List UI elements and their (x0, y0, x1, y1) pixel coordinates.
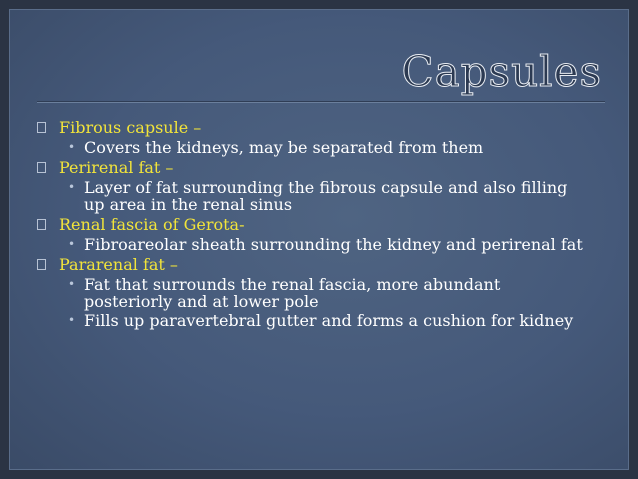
square-bullet-icon (37, 219, 46, 230)
heading-bullet (37, 215, 592, 235)
bullet-list (37, 118, 592, 331)
heading-text: Fibrous capsule – (59, 118, 202, 137)
sub-text: Fibroareolar sheath surrounding the kidney and perirenal fat (84, 235, 583, 254)
sub-list (37, 139, 592, 156)
slide-title: Capsules (401, 47, 602, 96)
heading-bullet (37, 158, 592, 178)
sub-text: Fills up paravertebral gutter and forms a cushion for kidney (84, 311, 574, 330)
list-item (37, 158, 592, 213)
sub-list (37, 276, 592, 329)
sub-text: Covers the kidneys, may be separated from them (84, 138, 484, 157)
sub-bullet (37, 276, 592, 310)
sub-bullet (37, 312, 592, 329)
heading-text: Renal fascia of Gerota- (59, 215, 245, 234)
heading-text: Perirenal fat – (59, 158, 174, 177)
list-item (37, 118, 592, 156)
list-item (37, 215, 592, 253)
square-bullet-icon (37, 122, 46, 133)
sub-bullet (37, 179, 592, 213)
dot-bullet-icon: • (68, 313, 76, 327)
dot-bullet-icon: • (68, 180, 76, 194)
square-bullet-icon (37, 259, 46, 270)
dot-bullet-icon: • (68, 140, 76, 154)
dot-bullet-icon: • (68, 277, 76, 291)
sub-bullet (37, 236, 592, 253)
sub-list (37, 179, 592, 213)
heading-text: Pararenal fat – (59, 255, 178, 274)
title-divider (37, 101, 605, 102)
square-bullet-icon (37, 162, 46, 173)
sub-text: Layer of fat surrounding the fibrous capsule and also filling up area in the renal sinus (84, 178, 568, 214)
sub-bullet (37, 139, 592, 156)
list-item (37, 255, 592, 329)
sub-list (37, 236, 592, 253)
sub-text: Fat that surrounds the renal fascia, more abundant posteriorly and at lower pole (84, 275, 501, 311)
heading-bullet (37, 255, 592, 275)
heading-bullet (37, 118, 592, 138)
dot-bullet-icon: • (68, 237, 76, 251)
